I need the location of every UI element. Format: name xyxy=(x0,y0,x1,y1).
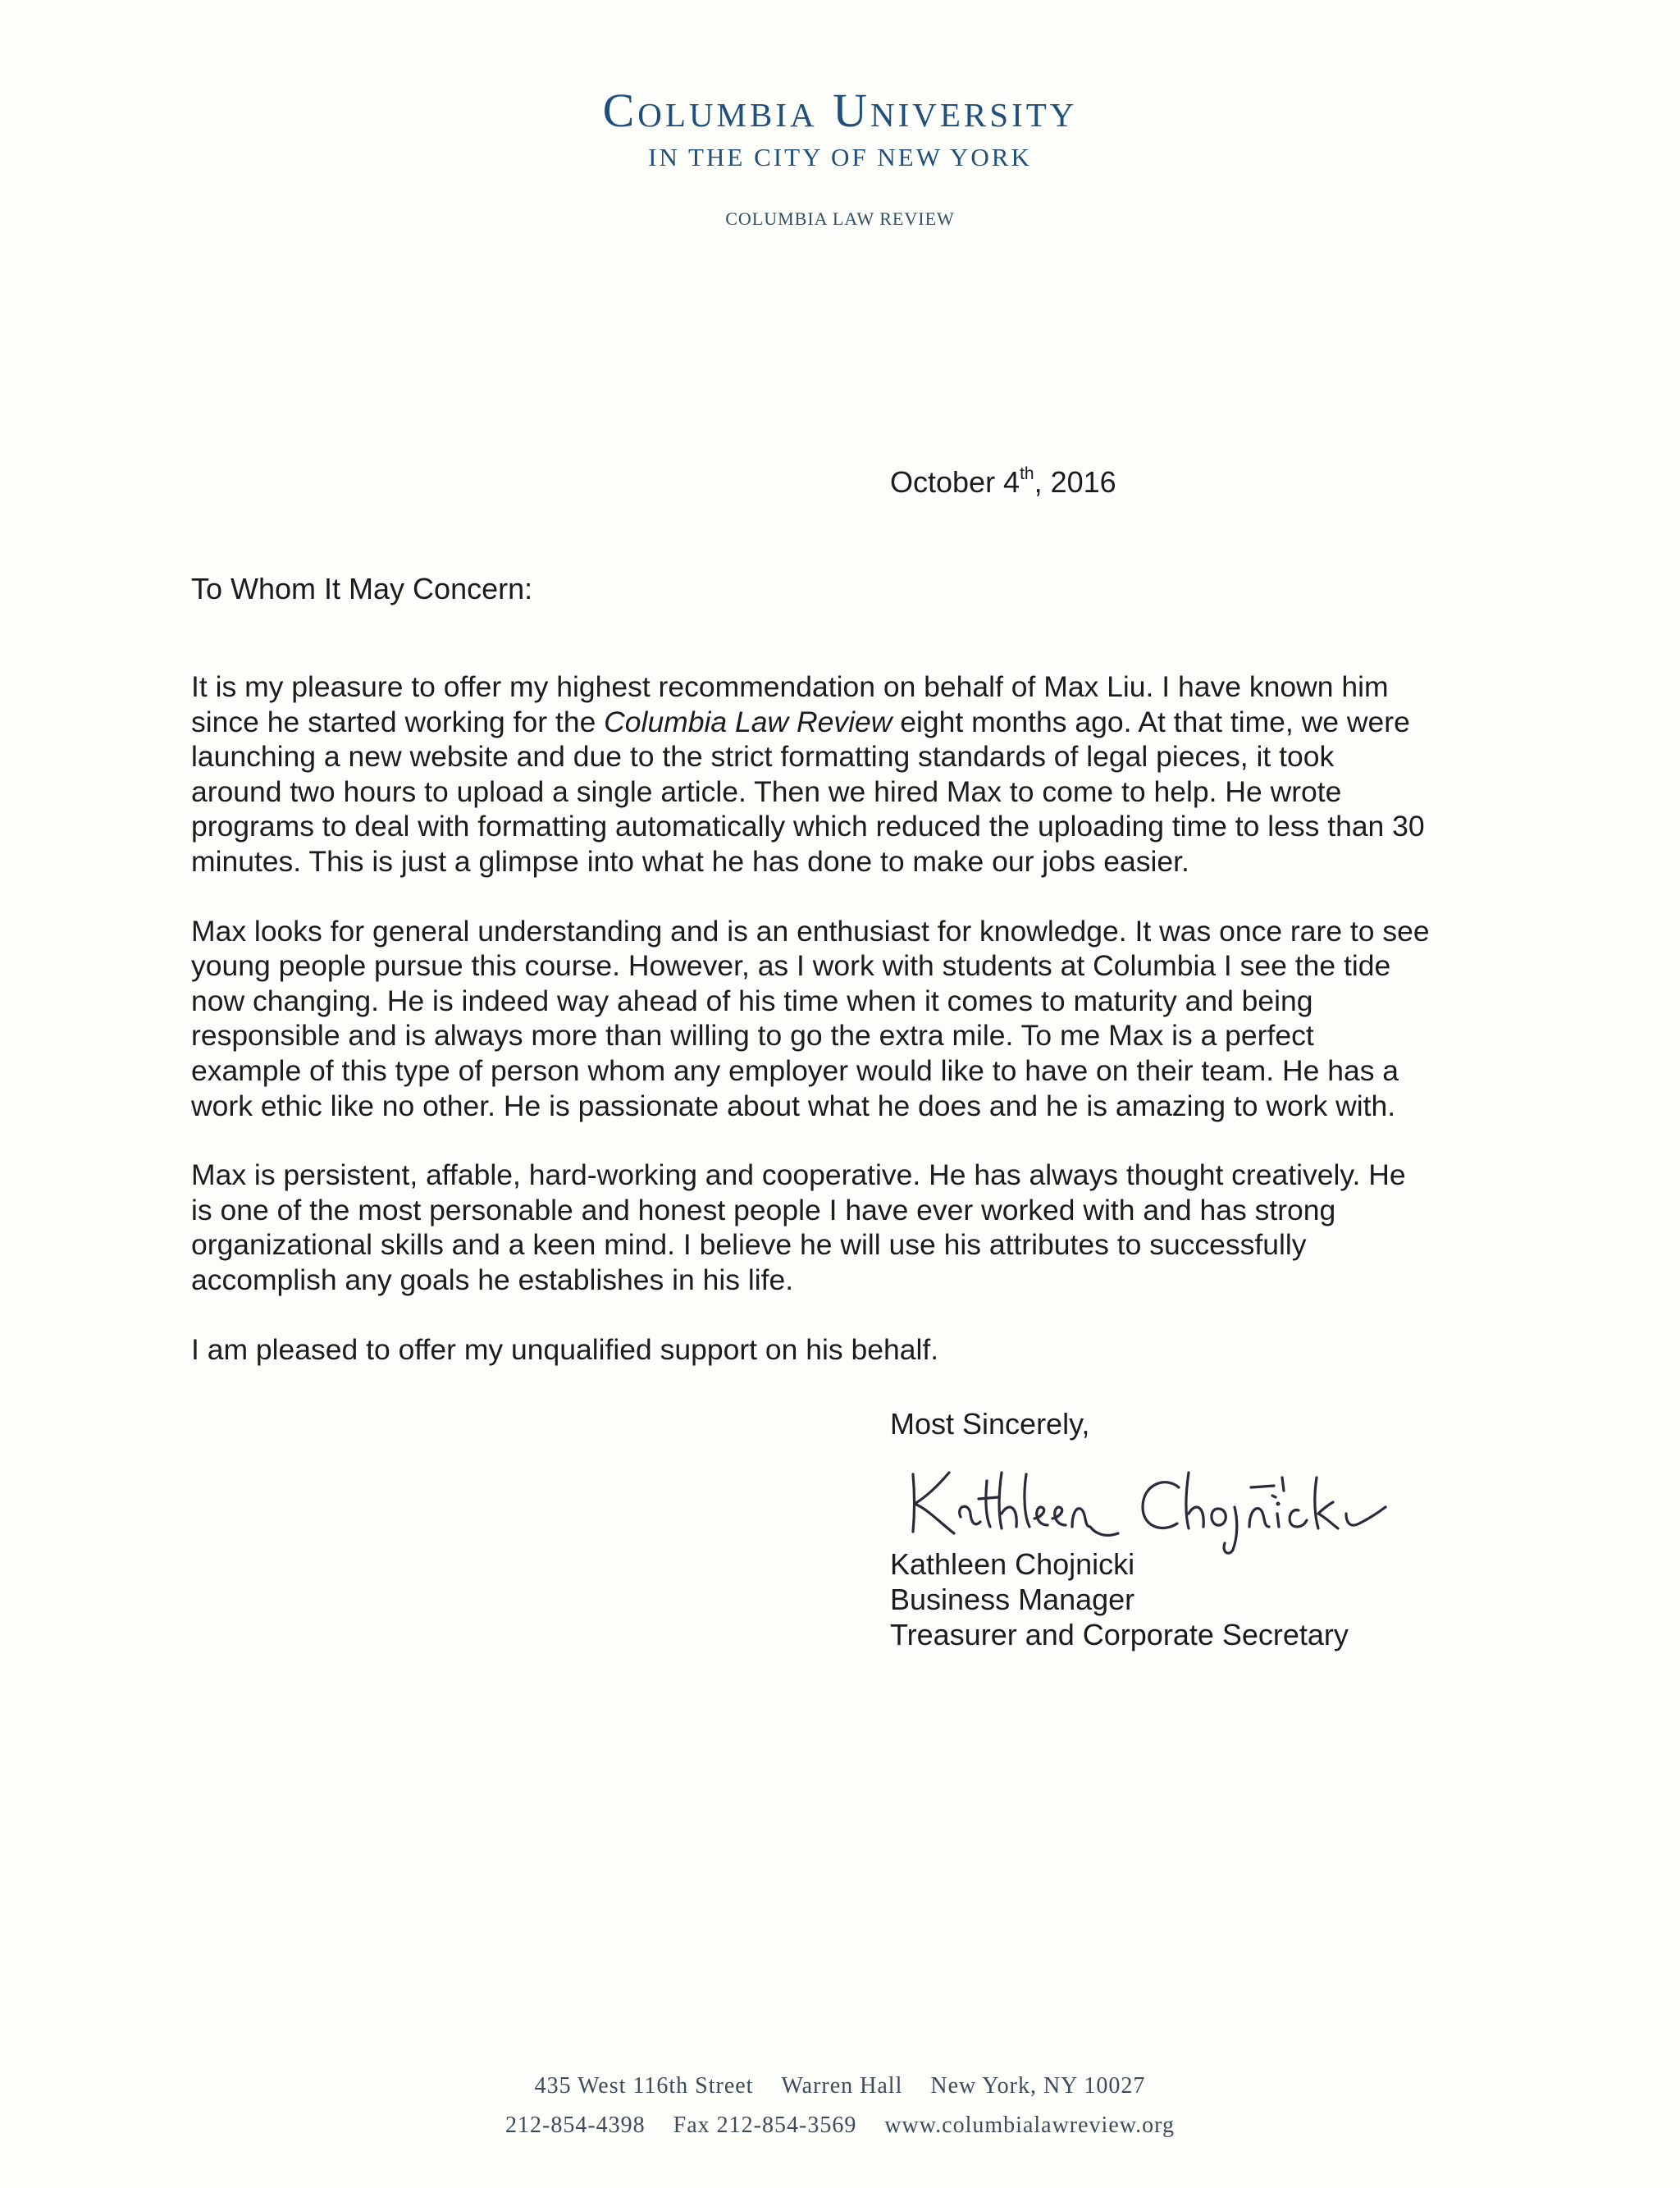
paragraph-line: launching a new website and due to the strict formatting standards of legal pieces, it took xyxy=(191,740,1335,774)
footer-phone: 212-854-4398 xyxy=(505,2113,646,2138)
paragraph-line: around two hours to upload a single article. Then we hired Max to come to help. He wrote xyxy=(191,774,1342,808)
closing: Most Sincerely, xyxy=(890,1407,1090,1441)
paragraph-line: work ethic like no other. He is passionate about what he does and he is amazing to work with. xyxy=(191,1089,1396,1122)
footer-building: Warren Hall xyxy=(781,2073,903,2099)
letterhead-university: Columbia University xyxy=(602,84,1078,137)
letter-body xyxy=(191,669,1512,1401)
paragraph-line: minutes. This is just a glimpse into what he has done to make our jobs easier. xyxy=(191,844,1189,878)
paragraph-line: organizational skills and a keen mind. I believe he will use his attributes to successfully xyxy=(191,1228,1307,1262)
paragraph-line: responsible and is always more than willing to go the extra mile. To me Max is a perfect xyxy=(191,1019,1314,1053)
paragraph-3 xyxy=(191,1158,1512,1297)
paragraph-line: It is my pleasure to offer my highest recommendation on behalf of Max Liu. I have known him xyxy=(191,670,1389,703)
signer-title: Business Manager xyxy=(890,1583,1135,1616)
footer-city-state: New York, NY 10027 xyxy=(930,2073,1146,2099)
footer-address: 435 West 116th Street xyxy=(534,2073,754,2099)
paragraph-line: Max is persistent, affable, hard-working and cooperative. He has always thought creatively. He xyxy=(191,1158,1406,1192)
footer-fax: Fax 212-854-3569 xyxy=(673,2113,857,2138)
letterhead-city: IN THE CITY OF NEW YORK xyxy=(648,143,1032,171)
date-ordinal: th xyxy=(1020,464,1034,483)
publication-title: Columbia Law Review xyxy=(604,705,892,738)
salutation: To Whom It May Concern: xyxy=(191,572,533,605)
signer-role: Treasurer and Corporate Secretary xyxy=(890,1618,1349,1651)
footer-contact-line xyxy=(0,2111,1680,2140)
line-suffix: eight months ago. At that time, we were xyxy=(892,705,1410,738)
paragraph-line: is one of the most personable and honest people I have ever worked with and has strong xyxy=(191,1193,1336,1226)
line-prefix: since he started working for the xyxy=(191,705,605,738)
date-suffix: , 2016 xyxy=(1034,465,1116,499)
date-prefix: October 4 xyxy=(890,465,1020,499)
letterhead-department: COLUMBIA LAW REVIEW xyxy=(725,208,955,229)
paragraph-line: example of this type of person whom any employer would like to have on their team. He has a xyxy=(191,1053,1399,1087)
letter-date xyxy=(890,464,1116,501)
handwritten-signature xyxy=(890,1448,1390,1555)
footer-website: www.columbialawreview.org xyxy=(884,2113,1175,2138)
paragraph-4 xyxy=(191,1332,1512,1368)
paragraph-line: now changing. He is indeed way ahead of his time when it comes to maturity and being xyxy=(191,984,1313,1017)
signer-name: Kathleen Chojnicki xyxy=(890,1547,1135,1581)
paragraph-line: programs to deal with formatting automatically which reduced the uploading time to less than 30 xyxy=(191,810,1425,843)
paragraph-line: I am pleased to offer my unqualified support on his behalf. xyxy=(191,1332,939,1366)
paragraph-line: Max looks for general understanding and is an enthusiast for knowledge. It was once rare to see xyxy=(191,914,1430,948)
footer-address-line xyxy=(0,2072,1680,2101)
paragraph-1 xyxy=(191,669,1512,879)
paragraph-line: young people pursue this course. However, as I work with students at Columbia I see the tide xyxy=(191,949,1391,983)
paragraph-2 xyxy=(191,914,1512,1124)
paragraph-line xyxy=(191,705,1512,740)
signature-block xyxy=(890,1546,1349,1652)
paragraph-line: accomplish any goals he establishes in his life. xyxy=(191,1263,794,1296)
